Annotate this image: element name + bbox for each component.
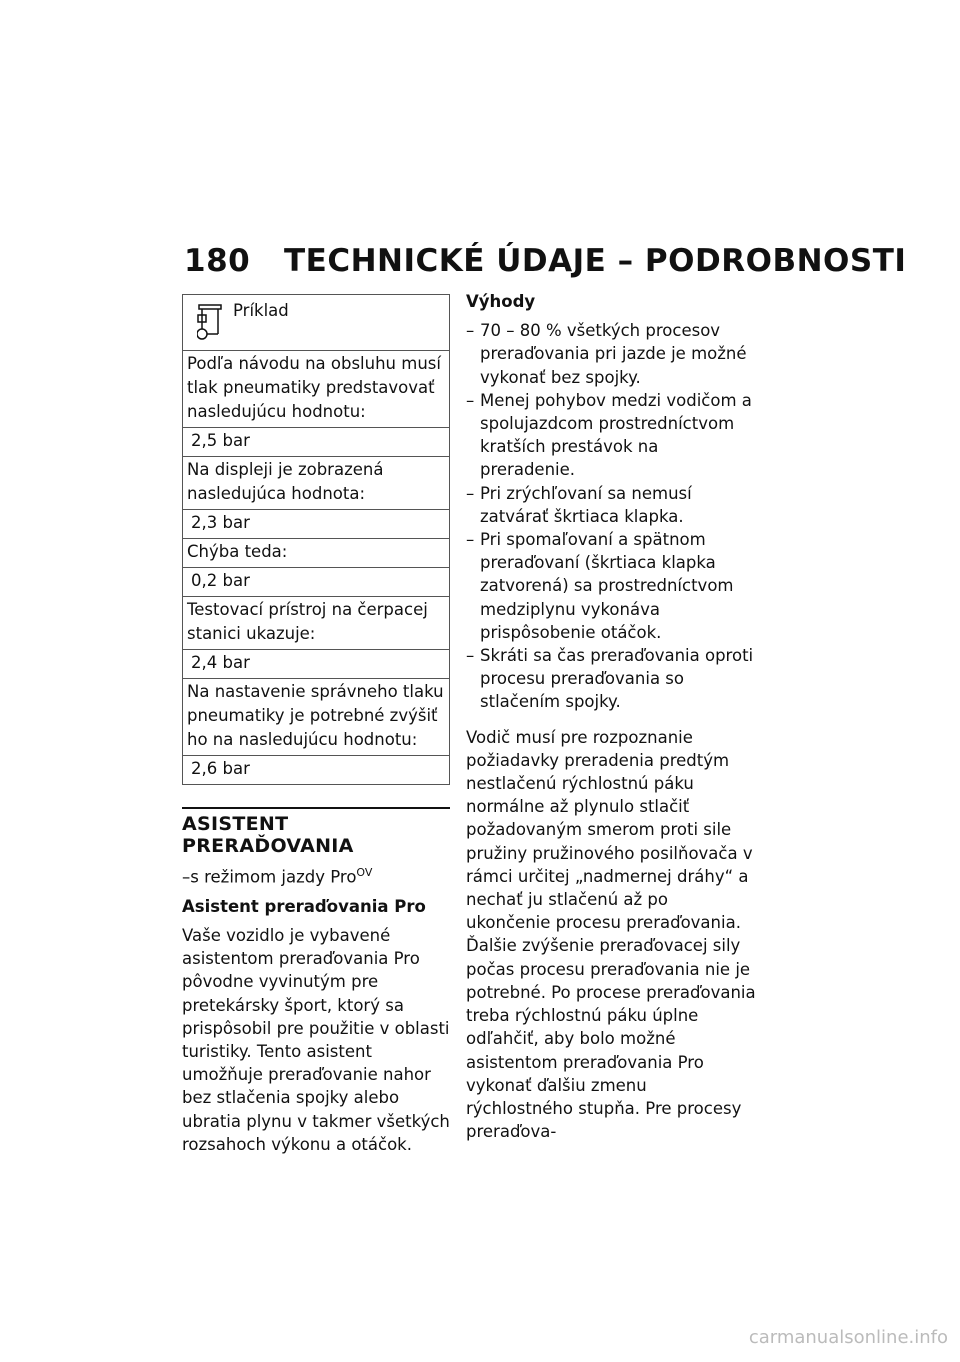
page-number: 180 <box>184 243 251 279</box>
example-row-value: 2,3 bar <box>183 510 450 539</box>
body-paragraph: Vodič musí pre rozpoznanie požiadavky preradenia predtým nestlačenú rýchlostnú páku normálne až plynulo stlačiť požadovaným smerom proti sile pružiny pružinového posilňovača v rámci určitej „nadmernej dráhy“ a nechať ju stlačenú až po ukončenie procesu preraďovania. Ďalšie zvýšenie preraďovacej sily počas procesu preraďovania nie je potrebné. Po procese preraďovania treba rýchlostnú páku úplne odľahčiť, aby bolo možné asistentom preraďovania Pro vykonať ďalšiu zmenu rýchlostného stupňa. Pre procesy preraďova- <box>466 727 756 1142</box>
watermark: carmanualsonline.info <box>748 1327 948 1348</box>
example-row-value: 2,4 bar <box>183 650 450 679</box>
list-item: – Skráti sa čas preraďovania oproti procesu preraďovania so stlačením spojky. <box>466 644 756 714</box>
example-row-value: 2,5 bar <box>183 428 450 457</box>
list-item: – Menej pohybov medzi vodičom a spolujazdcom prostredníctvom kratších prestávok na preradenie. <box>466 389 756 482</box>
mode-text: –s režimom jazdy Pro <box>182 867 357 887</box>
left-column <box>182 294 450 1168</box>
example-label: Príklad <box>233 301 289 320</box>
tire-pressure-gauge-icon <box>197 303 223 341</box>
example-row-value: 2,6 bar <box>183 756 450 785</box>
mode-note <box>182 861 450 889</box>
example-row-text: Na nastavenie správneho tlaku pneumatiky je potrebné zvýšiť ho na nasledujúcu hodnotu: <box>183 679 450 756</box>
example-header <box>183 295 450 351</box>
example-row-text: Na displeji je zobrazená nasledujúca hodnota: <box>183 457 450 510</box>
mode-superscript: OV <box>356 866 373 879</box>
right-column <box>466 290 756 1155</box>
list-item: – Pri zrýchľovaní sa nemusí zatvárať škrtiaca klapka. <box>466 482 756 528</box>
section-divider <box>182 807 450 809</box>
section-heading: ASISTENT PRERAĎOVANIA <box>182 813 354 857</box>
intro-paragraph: Vaše vozidlo je vybavené asistentom preraďovania Pro pôvodne vyvinutým pre pretekársky šport, ktorý sa prispôsobil pre použitie v oblasti turistiky. Tento asistent umožňuje preraďovanie nahor bez stlačenia spojky alebo ubratia plynu v takmer všetkých rozsahoch výkonu a otáčok. <box>182 925 450 1154</box>
advantages-heading: Výhody <box>466 292 536 311</box>
example-table <box>182 294 450 785</box>
page-title: TECHNICKÉ ÚDAJE – PODROBNOSTI <box>284 243 907 279</box>
example-row-text: Testovací prístroj na čerpacej stanici ukazuje: <box>183 597 450 650</box>
example-row-text: Chýba teda: <box>183 539 450 568</box>
advantages-list <box>466 319 756 713</box>
example-row-text: Podľa návodu na obsluhu musí tlak pneumatiky predstavovať nasledujúcu hodnotu: <box>183 351 450 428</box>
page-header <box>184 243 906 279</box>
list-item: – Pri spomaľovaní a spätnom preraďovaní (škrtiaca klapka zatvorená) sa prostredníctvom medziplynu vykonáva prispôsobenie otáčok. <box>466 528 756 644</box>
list-item: – 70 – 80 % všetkých procesov preraďovania pri jazde je možné vykonať bez spojky. <box>466 319 756 389</box>
example-row-value: 0,2 bar <box>183 568 450 597</box>
subheading: Asistent preraďovania Pro <box>182 896 426 916</box>
